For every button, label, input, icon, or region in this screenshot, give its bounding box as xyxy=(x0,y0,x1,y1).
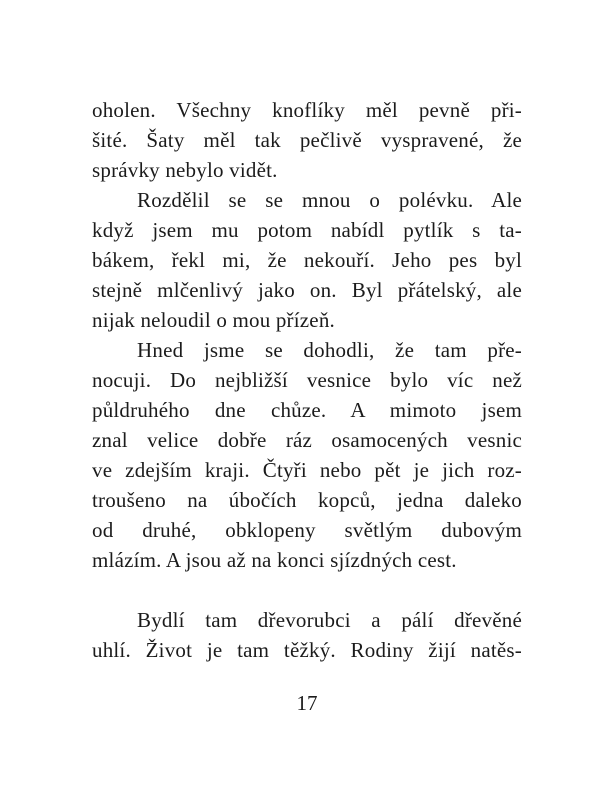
text-line: oholen. Všechny knoflíky měl pevně při- xyxy=(92,98,522,122)
paragraph xyxy=(92,335,522,575)
page-number: 17 xyxy=(296,691,318,715)
paragraph xyxy=(92,605,522,665)
text-line: nijak neloudil o mou přízeň. xyxy=(92,308,335,332)
text-line: když jsem mu potom nabídl pytlík s ta- xyxy=(92,218,522,242)
paragraph xyxy=(92,185,522,335)
text-line: nocuji. Do nejbližší vesnice bylo víc než xyxy=(92,368,522,392)
text-block xyxy=(92,95,522,665)
text-line: stejně mlčenlivý jako on. Byl přátelský, ale xyxy=(92,278,522,302)
text-line: mlázím. A jsou až na konci sjízdných cest. xyxy=(92,548,457,572)
text-line: troušeno na úbočích kopců, jedna daleko xyxy=(92,488,522,512)
text-line: Rozdělil se se mnou o polévku. Ale xyxy=(137,188,522,212)
text-line: šité. Šaty měl tak pečlivě vyspravené, že xyxy=(92,128,522,152)
text-line: půldruhého dne chůze. A mimoto jsem xyxy=(92,398,522,422)
text-line: správky nebylo vidět. xyxy=(92,158,278,182)
text-line: uhlí. Život je tam těžký. Rodiny žijí natěs- xyxy=(92,638,522,662)
text-line: od druhé, obklopeny světlým dubovým xyxy=(92,518,522,542)
text-line: bákem, řekl mi, že nekouří. Jeho pes byl xyxy=(92,248,522,272)
text-line: Hned jsme se dohodli, že tam pře- xyxy=(137,338,522,362)
paragraph xyxy=(92,95,522,185)
text-line: Bydlí tam dřevorubci a pálí dřevěné xyxy=(137,608,522,632)
text-line: ve zdejším kraji. Čtyři nebo pět je jich roz- xyxy=(92,458,522,482)
text-line: znal velice dobře ráz osamocených vesnic xyxy=(92,428,522,452)
